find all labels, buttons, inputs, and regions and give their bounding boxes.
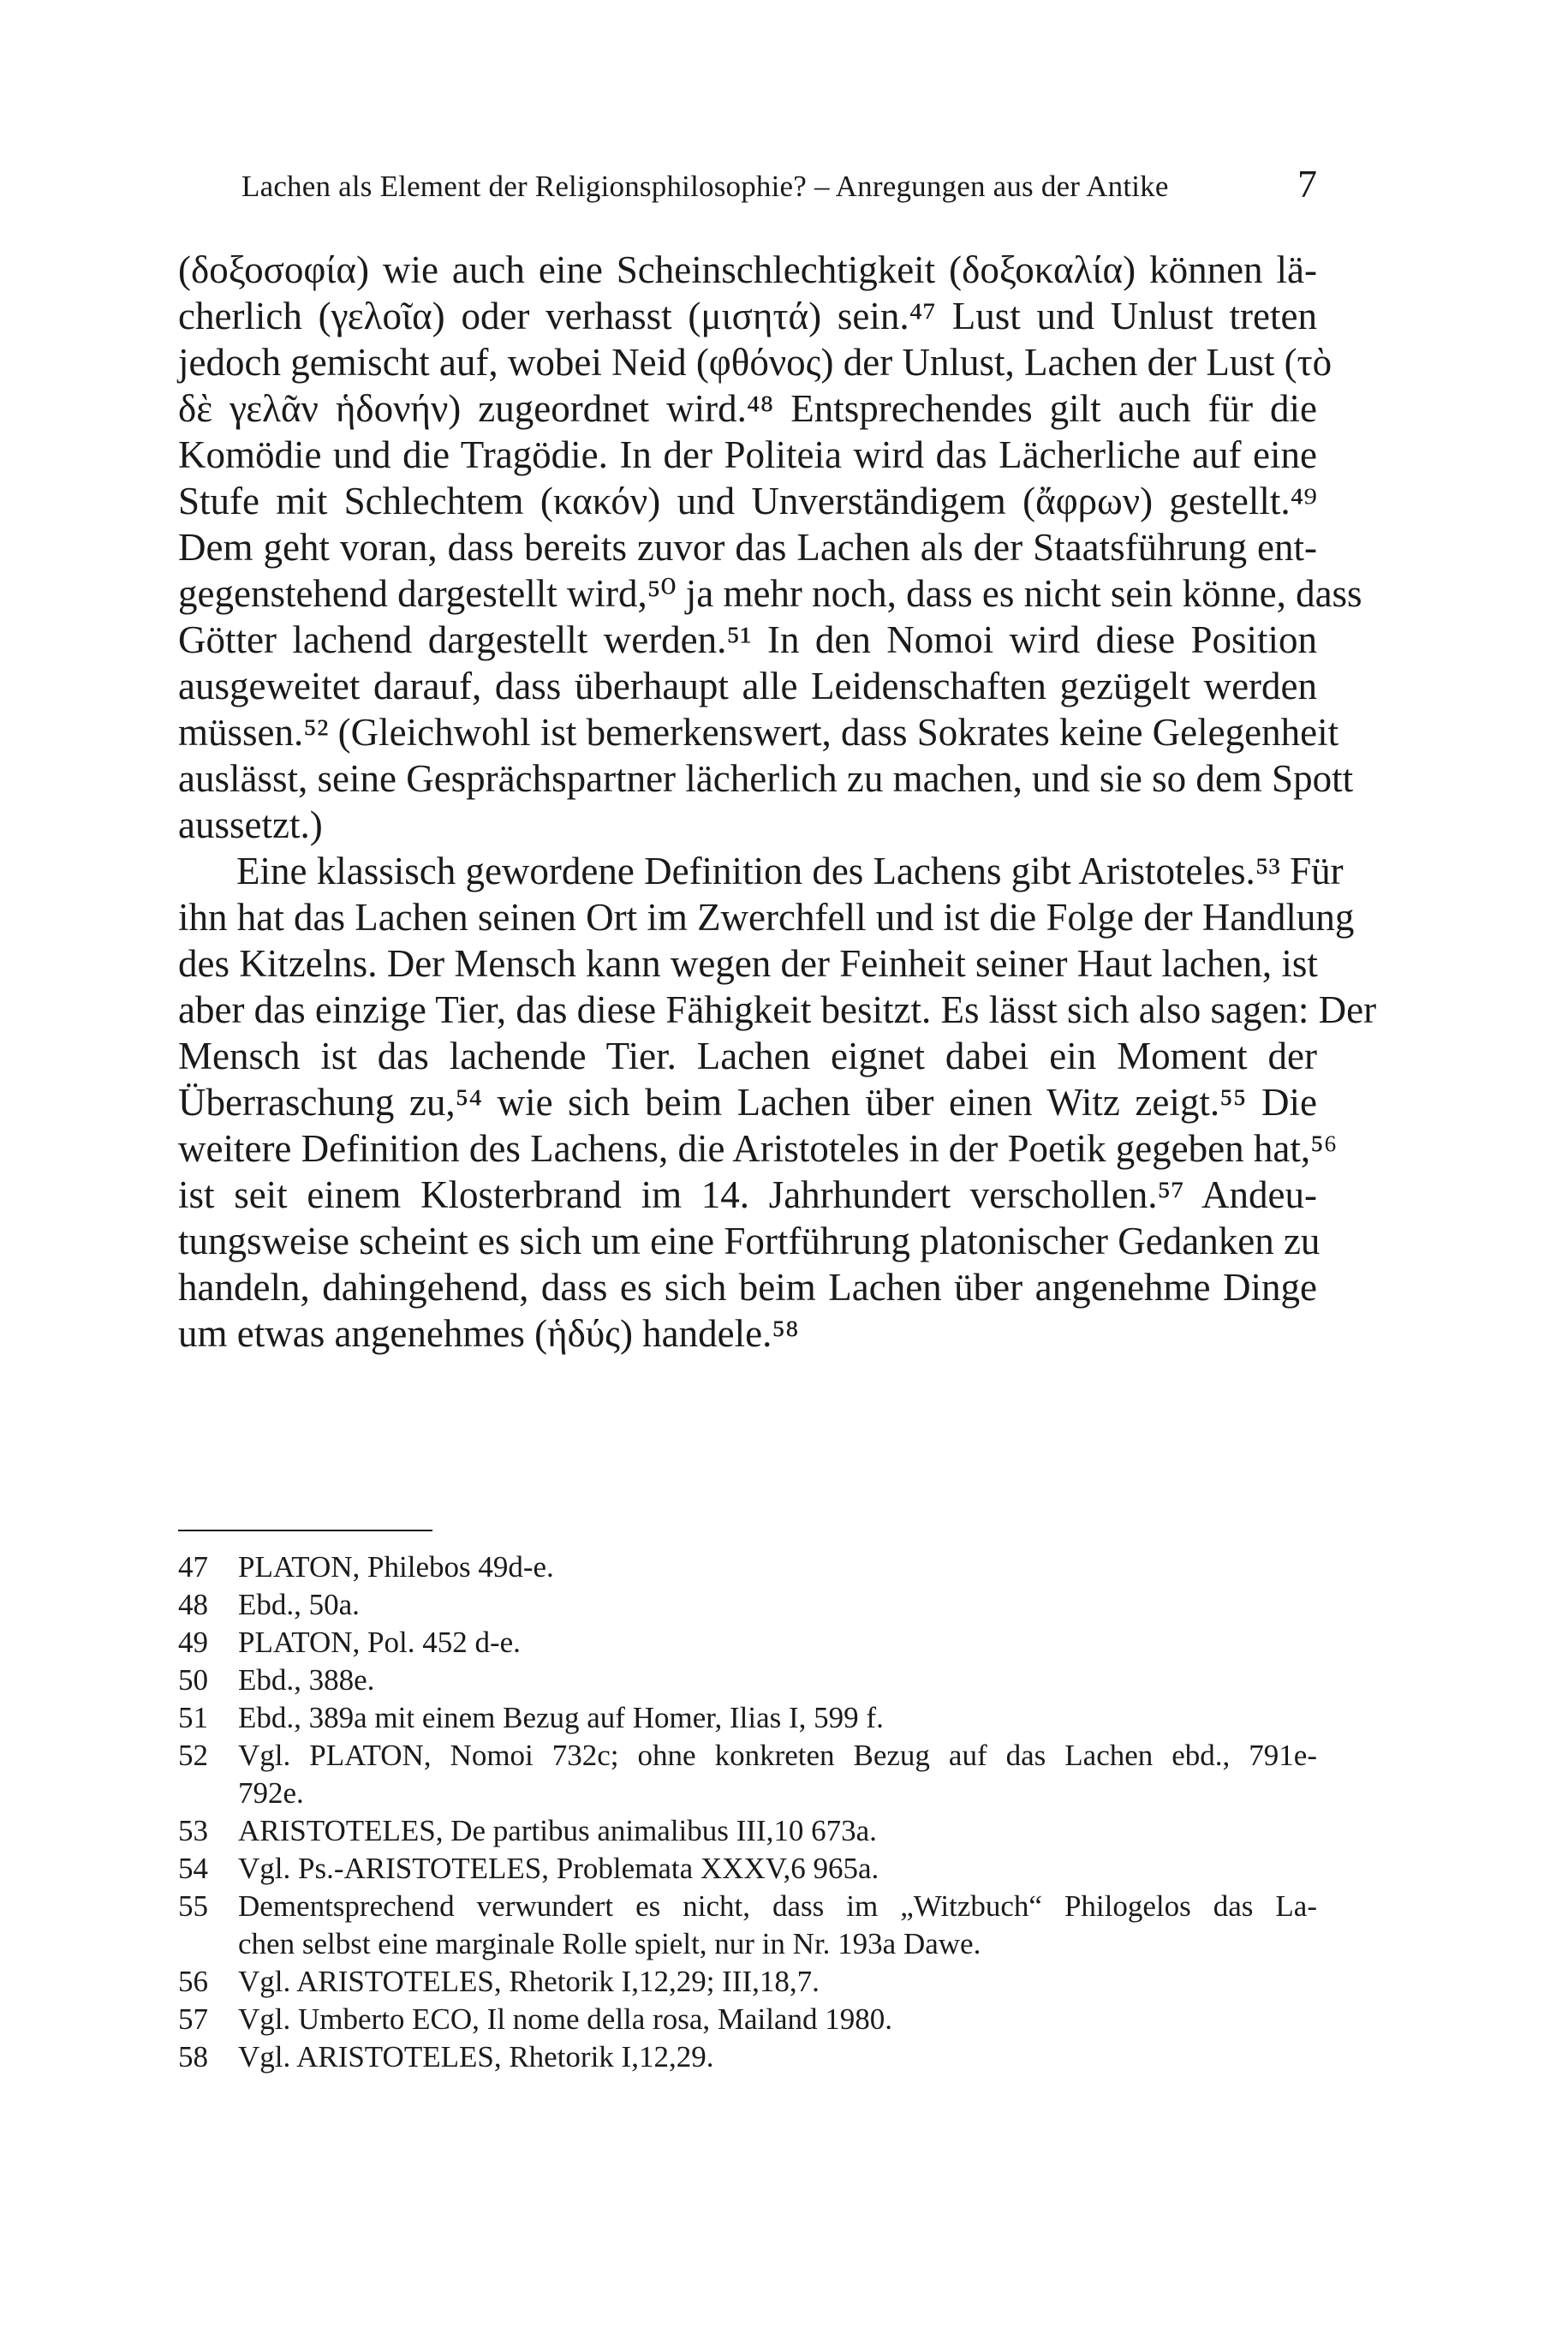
footnote-number: 55 [178, 1889, 208, 1923]
body-line: aussetzt.) [178, 803, 323, 846]
body-line: (δοξοσοφία) wie auch eine Scheinschlechtigkeit (δοξοκαλία) können lä- [178, 248, 1317, 291]
page-number: 7 [1297, 162, 1317, 206]
body-line: jedoch gemischt auf, wobei Neid (φθόνος) der Unlust, Lachen der Lust (τὸ [178, 341, 1333, 384]
footnote-number: 49 [178, 1626, 208, 1659]
footnote [178, 1812, 1317, 1850]
footnote-text: PLATON, Philebos 49d-e. [238, 1550, 554, 1584]
body-line: ihn hat das Lachen seinen Ort im Zwerchfell und ist die Folge der Handlung [178, 896, 1355, 939]
footnote [178, 1662, 1317, 1699]
footnote [178, 1737, 1317, 1775]
footnote-number: 48 [178, 1588, 208, 1621]
footnote [178, 1850, 1317, 1888]
footnote [178, 1699, 1317, 1737]
footnote-text: Ebd., 389a mit einem Bezug auf Homer, Ilias I, 599 f. [238, 1701, 884, 1734]
footnote-number: 56 [178, 1965, 208, 1998]
footnote-number: 57 [178, 2002, 208, 2036]
body-line: aber das einzige Tier, das diese Fähigkeit besitzt. Es lässt sich also sagen: Der [178, 988, 1377, 1031]
footnote [178, 2001, 1317, 2038]
body-line: weitere Definition des Lachens, die Aristoteles in der Poetik gegeben hat,⁵⁶ [178, 1127, 1338, 1170]
body-line: ausgeweitet darauf, dass überhaupt alle Leidenschaften gezügelt werden [178, 665, 1317, 707]
footnote-text: Vgl. PLATON, Nomoi 732c; ohne konkreten Bezug auf das Lachen ebd., 791e- [238, 1739, 1317, 1772]
body-line: Götter lachend dargestellt werden.⁵¹ In den Nomoi wird diese Position [178, 618, 1317, 661]
body-line: Stufe mit Schlechtem (κακόν) und Unverständigem (ἄφρων) gestellt.⁴⁹ [178, 480, 1317, 522]
body-line: Mensch ist das lachende Tier. Lachen eignet dabei ein Moment der [178, 1035, 1317, 1077]
body-line: auslässt, seine Gesprächspartner lächerlich zu machen, und sie so dem Spott [178, 757, 1354, 800]
footnote-text: Vgl. ARISTOTELES, Rhetorik I,12,29; III,18,7. [238, 1965, 820, 1998]
footnote-continuation: chen selbst eine marginale Rolle spielt, nur in Nr. 193a Dawe. [238, 1927, 981, 1960]
footnote-text: Vgl. Ps.-ARISTOTELES, Problemata XXXV,6 965a. [238, 1852, 879, 1885]
footnote [178, 1624, 1317, 1662]
body-line: Überraschung zu,⁵⁴ wie sich beim Lachen über einen Witz zeigt.⁵⁵ Die [178, 1081, 1317, 1124]
footnote-number: 58 [178, 2040, 208, 2073]
footnote-number: 50 [178, 1663, 208, 1697]
body-line: Komödie und die Tragödie. In der Politeia wird das Lächerliche auf eine [178, 433, 1317, 476]
footnote-number: 47 [178, 1550, 208, 1584]
footnote-number: 54 [178, 1852, 208, 1885]
body-line: Dem geht voran, dass bereits zuvor das Lachen als der Staatsführung ent- [178, 526, 1317, 569]
footnote-text: PLATON, Pol. 452 d-e. [238, 1626, 521, 1659]
footnote [178, 1888, 1317, 1925]
body-line: tungsweise scheint es sich um eine Fortführung platonischer Gedanken zu [178, 1220, 1321, 1262]
footnote-number: 53 [178, 1814, 208, 1847]
footnote-text: Vgl. ARISTOTELES, Rhetorik I,12,29. [238, 2040, 714, 2073]
body-line: handeln, dahingehend, dass es sich beim Lachen über angenehme Dinge [178, 1266, 1317, 1309]
footnote-continuation: 792e. [238, 1776, 304, 1810]
footnote-number: 51 [178, 1701, 208, 1734]
body-line: gegenstehend dargestellt wird,⁵⁰ ja mehr noch, dass es nicht sein könne, dass [178, 572, 1362, 615]
body-line: cherlich (γελοῖα) oder verhasst (μισητά) sein.⁴⁷ Lust und Unlust treten [178, 295, 1317, 337]
body-line: müssen.⁵² (Gleichwohl ist bemerkenswert, dass Sokrates keine Gelegenheit [178, 711, 1339, 754]
footnote-text: Dementsprechend verwundert es nicht, dass im „Witzbuch“ Philogelos das La- [238, 1889, 1317, 1923]
body-line: Eine klassisch gewordene Definition des Lachens gibt Aristoteles.⁵³ Für [236, 850, 1344, 892]
footnote-text: Vgl. Umberto ECO, Il nome della rosa, Mailand 1980. [238, 2002, 893, 2036]
footnote [178, 1586, 1317, 1624]
footnote-text: ARISTOTELES, De partibus animalibus III,10 673a. [238, 1814, 877, 1847]
footnote [178, 2038, 1317, 2076]
footnote [178, 1963, 1317, 2001]
running-head [178, 161, 1317, 212]
footnote-text: Ebd., 50a. [238, 1588, 360, 1621]
footnote-number: 52 [178, 1739, 208, 1772]
body-line: um etwas angenehmes (ἡδύς) handele.⁵⁸ [178, 1312, 799, 1355]
footnote [178, 1548, 1317, 1586]
body-line: δὲ γελᾶν ἡδονήν) zugeordnet wird.⁴⁸ Entsprechendes gilt auch für die [178, 387, 1317, 430]
body-line: des Kitzelns. Der Mensch kann wegen der Feinheit seiner Haut lachen, ist [178, 942, 1318, 985]
footnote-text: Ebd., 388e. [238, 1663, 375, 1697]
body-line: ist seit einem Klosterbrand im 14. Jahrhundert verschollen.⁵⁷ Andeu- [178, 1173, 1317, 1216]
running-title: Lachen als Element der Religionsphilosophie? – Anregungen aus der Antike [241, 170, 1169, 203]
footnote-rule [178, 1530, 432, 1531]
